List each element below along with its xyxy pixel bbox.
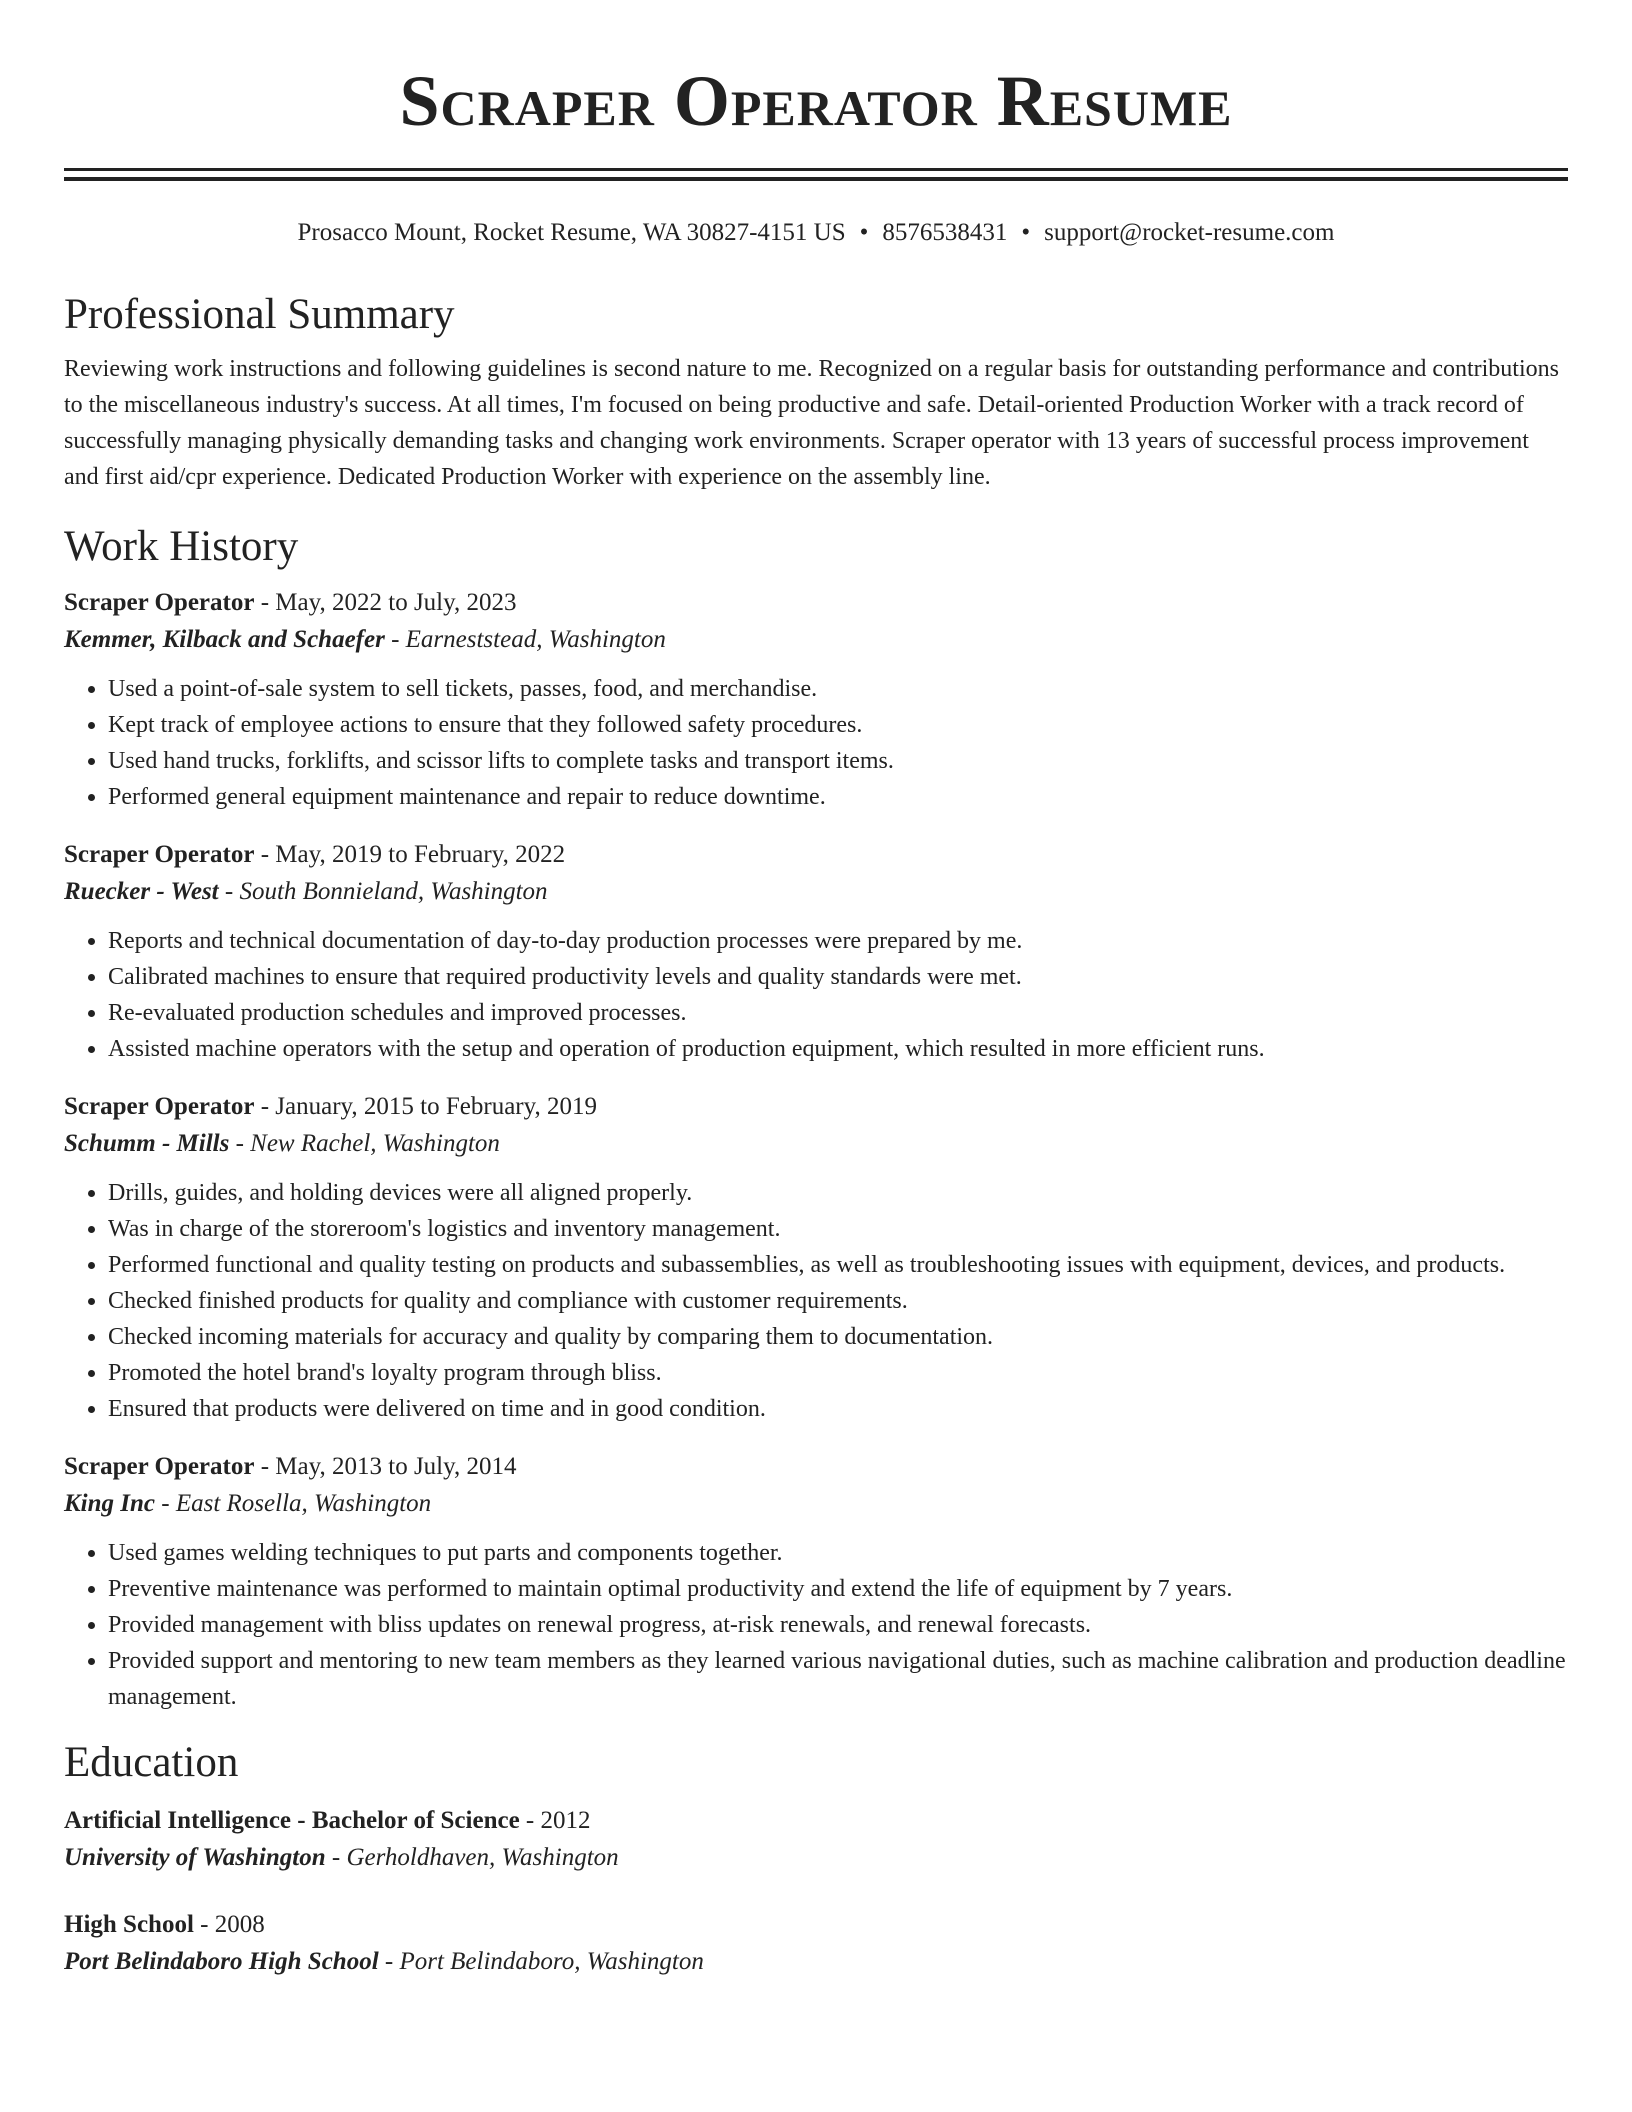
summary-section [64, 289, 1568, 495]
education-header [64, 1803, 1568, 1839]
job-title: Scraper Operator [64, 1093, 255, 1120]
duty-item: • Kept track of employee actions to ensure that they followed safety procedures. [108, 707, 1568, 743]
divider-line-top [64, 168, 1568, 171]
summary-text: Reviewing work instructions and following guidelines is second nature to me. Recognized on a regular basis for outstanding performance and contributions to the miscellaneous industry's success. At all times, I'm focused on being productive and safe. Detail-oriented Production Worker with a track record of successfully managing physically demanding tasks and changing work environments. Scraper operator with 13 years of successful process improvement and first aid/cpr experience. Dedicated Production Worker with experience on the assembly line. [64, 356, 1559, 490]
contact-separator: • [1021, 219, 1031, 246]
contact-address: Prosacco Mount, Rocket Resume, WA 30827-4151 US [297, 219, 846, 246]
job-dates: May, 2019 to February, 2022 [275, 841, 566, 868]
duty-item: • Re-evaluated production schedules and improved processes. [108, 995, 1568, 1031]
job-location: Earneststead, Washington [405, 626, 666, 653]
company-name: Kemmer, Kilback and Schaefer [64, 626, 385, 653]
dash-separator: - [254, 841, 276, 868]
school-name: Port Belindaboro High School [64, 1948, 379, 1975]
company-name: Ruecker - West [64, 878, 219, 905]
dash-separator: - [155, 1490, 176, 1517]
job-entry [64, 1449, 1568, 1715]
job-title: Scraper Operator [64, 1453, 255, 1480]
duty-item: • Provided support and mentoring to new team members as they learned various navigational duties, such as machine calibration and production deadline management. [108, 1643, 1568, 1715]
divider-line-bottom [64, 177, 1568, 181]
dash-separator: - [519, 1807, 541, 1834]
job-entry [64, 837, 1568, 1067]
work-history-heading: Work History [64, 523, 299, 570]
duty-item: • Provided management with bliss updates on renewal progress, at-risk renewals, and renewal forecasts. [108, 1607, 1568, 1643]
job-header [64, 1449, 1568, 1485]
duty-item: • Drills, guides, and holding devices were all aligned properly. [108, 1175, 1568, 1211]
job-employer [64, 1125, 1568, 1163]
job-title: Scraper Operator [64, 841, 255, 868]
job-title: Scraper Operator [64, 589, 255, 616]
job-list [64, 585, 1568, 1715]
duty-item: • Was in charge of the storeroom's logistics and inventory management. [108, 1211, 1568, 1247]
duty-list [64, 1535, 1568, 1715]
job-employer [64, 621, 1568, 659]
job-location: East Rosella, Washington [175, 1490, 432, 1517]
duty-list [64, 1175, 1568, 1427]
education-heading: Education [64, 1739, 239, 1786]
resume-title: Scraper Operator Resume [399, 61, 1233, 141]
duty-item: • Checked incoming materials for accuracy and quality by comparing them to documentation. [108, 1319, 1568, 1355]
job-dates: May, 2022 to July, 2023 [275, 589, 517, 616]
education-school [64, 1943, 1568, 1981]
duty-item: • Used a point-of-sale system to sell tickets, passes, food, and merchandise. [108, 671, 1568, 707]
company-name: Schumm - Mills [64, 1130, 230, 1157]
contact-line [64, 217, 1568, 249]
job-entry [64, 585, 1568, 815]
job-header [64, 837, 1568, 873]
job-dates: May, 2013 to July, 2014 [275, 1453, 517, 1480]
dash-separator: - [193, 1911, 215, 1938]
duty-item: • Reports and technical documentation of day-to-day production processes were prepared by me. [108, 923, 1568, 959]
education-school [64, 1839, 1568, 1877]
duty-item: • Promoted the hotel brand's loyalty program through bliss. [108, 1355, 1568, 1391]
job-entry [64, 1089, 1568, 1427]
contact-phone: 8576538431 [882, 219, 1008, 246]
dash-separator: - [378, 1948, 400, 1975]
company-name: King Inc [64, 1490, 156, 1517]
graduation-year: 2012 [540, 1807, 591, 1834]
education-list [64, 1803, 1568, 1981]
dash-separator: - [325, 1844, 347, 1871]
job-header [64, 585, 1568, 621]
duty-item: • Performed general equipment maintenance and repair to reduce downtime. [108, 779, 1568, 815]
degree-name: Artificial Intelligence - Bachelor of Science [64, 1807, 520, 1834]
job-location: South Bonnieland, Washington [239, 878, 548, 905]
duty-item: • Calibrated machines to ensure that required productivity levels and quality standards were met. [108, 959, 1568, 995]
contact-separator: • [859, 219, 869, 246]
duty-item: • Preventive maintenance was performed to maintain optimal productivity and extend the life of equipment by 7 years. [108, 1571, 1568, 1607]
duty-item: • Performed functional and quality testing on products and subassemblies, as well as troubleshooting issues with equipment, devices, and products. [108, 1247, 1568, 1283]
duty-item: • Used hand trucks, forklifts, and scissor lifts to complete tasks and transport items. [108, 743, 1568, 779]
contact-email: support@rocket-resume.com [1044, 219, 1335, 246]
education-section [64, 1737, 1568, 1981]
dash-separator: - [229, 1130, 251, 1157]
dash-separator: - [254, 1093, 276, 1120]
job-employer [64, 873, 1568, 911]
summary-heading: Professional Summary [64, 291, 455, 338]
school-name: University of Washington [64, 1844, 326, 1871]
degree-name: High School [64, 1911, 194, 1938]
job-header [64, 1089, 1568, 1125]
duty-list [64, 923, 1568, 1067]
duty-item: • Used games welding techniques to put parts and components together. [108, 1535, 1568, 1571]
duty-item: • Ensured that products were delivered on time and in good condition. [108, 1391, 1568, 1427]
duty-item: • Checked finished products for quality and compliance with customer requirements. [108, 1283, 1568, 1319]
duty-item: • Assisted machine operators with the setup and operation of production equipment, which resulted in more efficient runs. [108, 1031, 1568, 1067]
school-location: Gerholdhaven, Washington [346, 1844, 619, 1871]
work-history-section [64, 521, 1568, 1715]
graduation-year: 2008 [214, 1911, 265, 1938]
education-entry [64, 1803, 1568, 1877]
title-divider [64, 168, 1568, 181]
school-location: Port Belindaboro, Washington [399, 1948, 704, 1975]
job-dates: January, 2015 to February, 2019 [275, 1093, 597, 1120]
dash-separator: - [254, 589, 276, 616]
duty-list [64, 671, 1568, 815]
dash-separator: - [254, 1453, 276, 1480]
job-employer [64, 1485, 1568, 1523]
dash-separator: - [384, 626, 406, 653]
dash-separator: - [218, 878, 240, 905]
job-location: New Rachel, Washington [250, 1130, 500, 1157]
education-entry [64, 1907, 1568, 1981]
education-header [64, 1907, 1568, 1943]
